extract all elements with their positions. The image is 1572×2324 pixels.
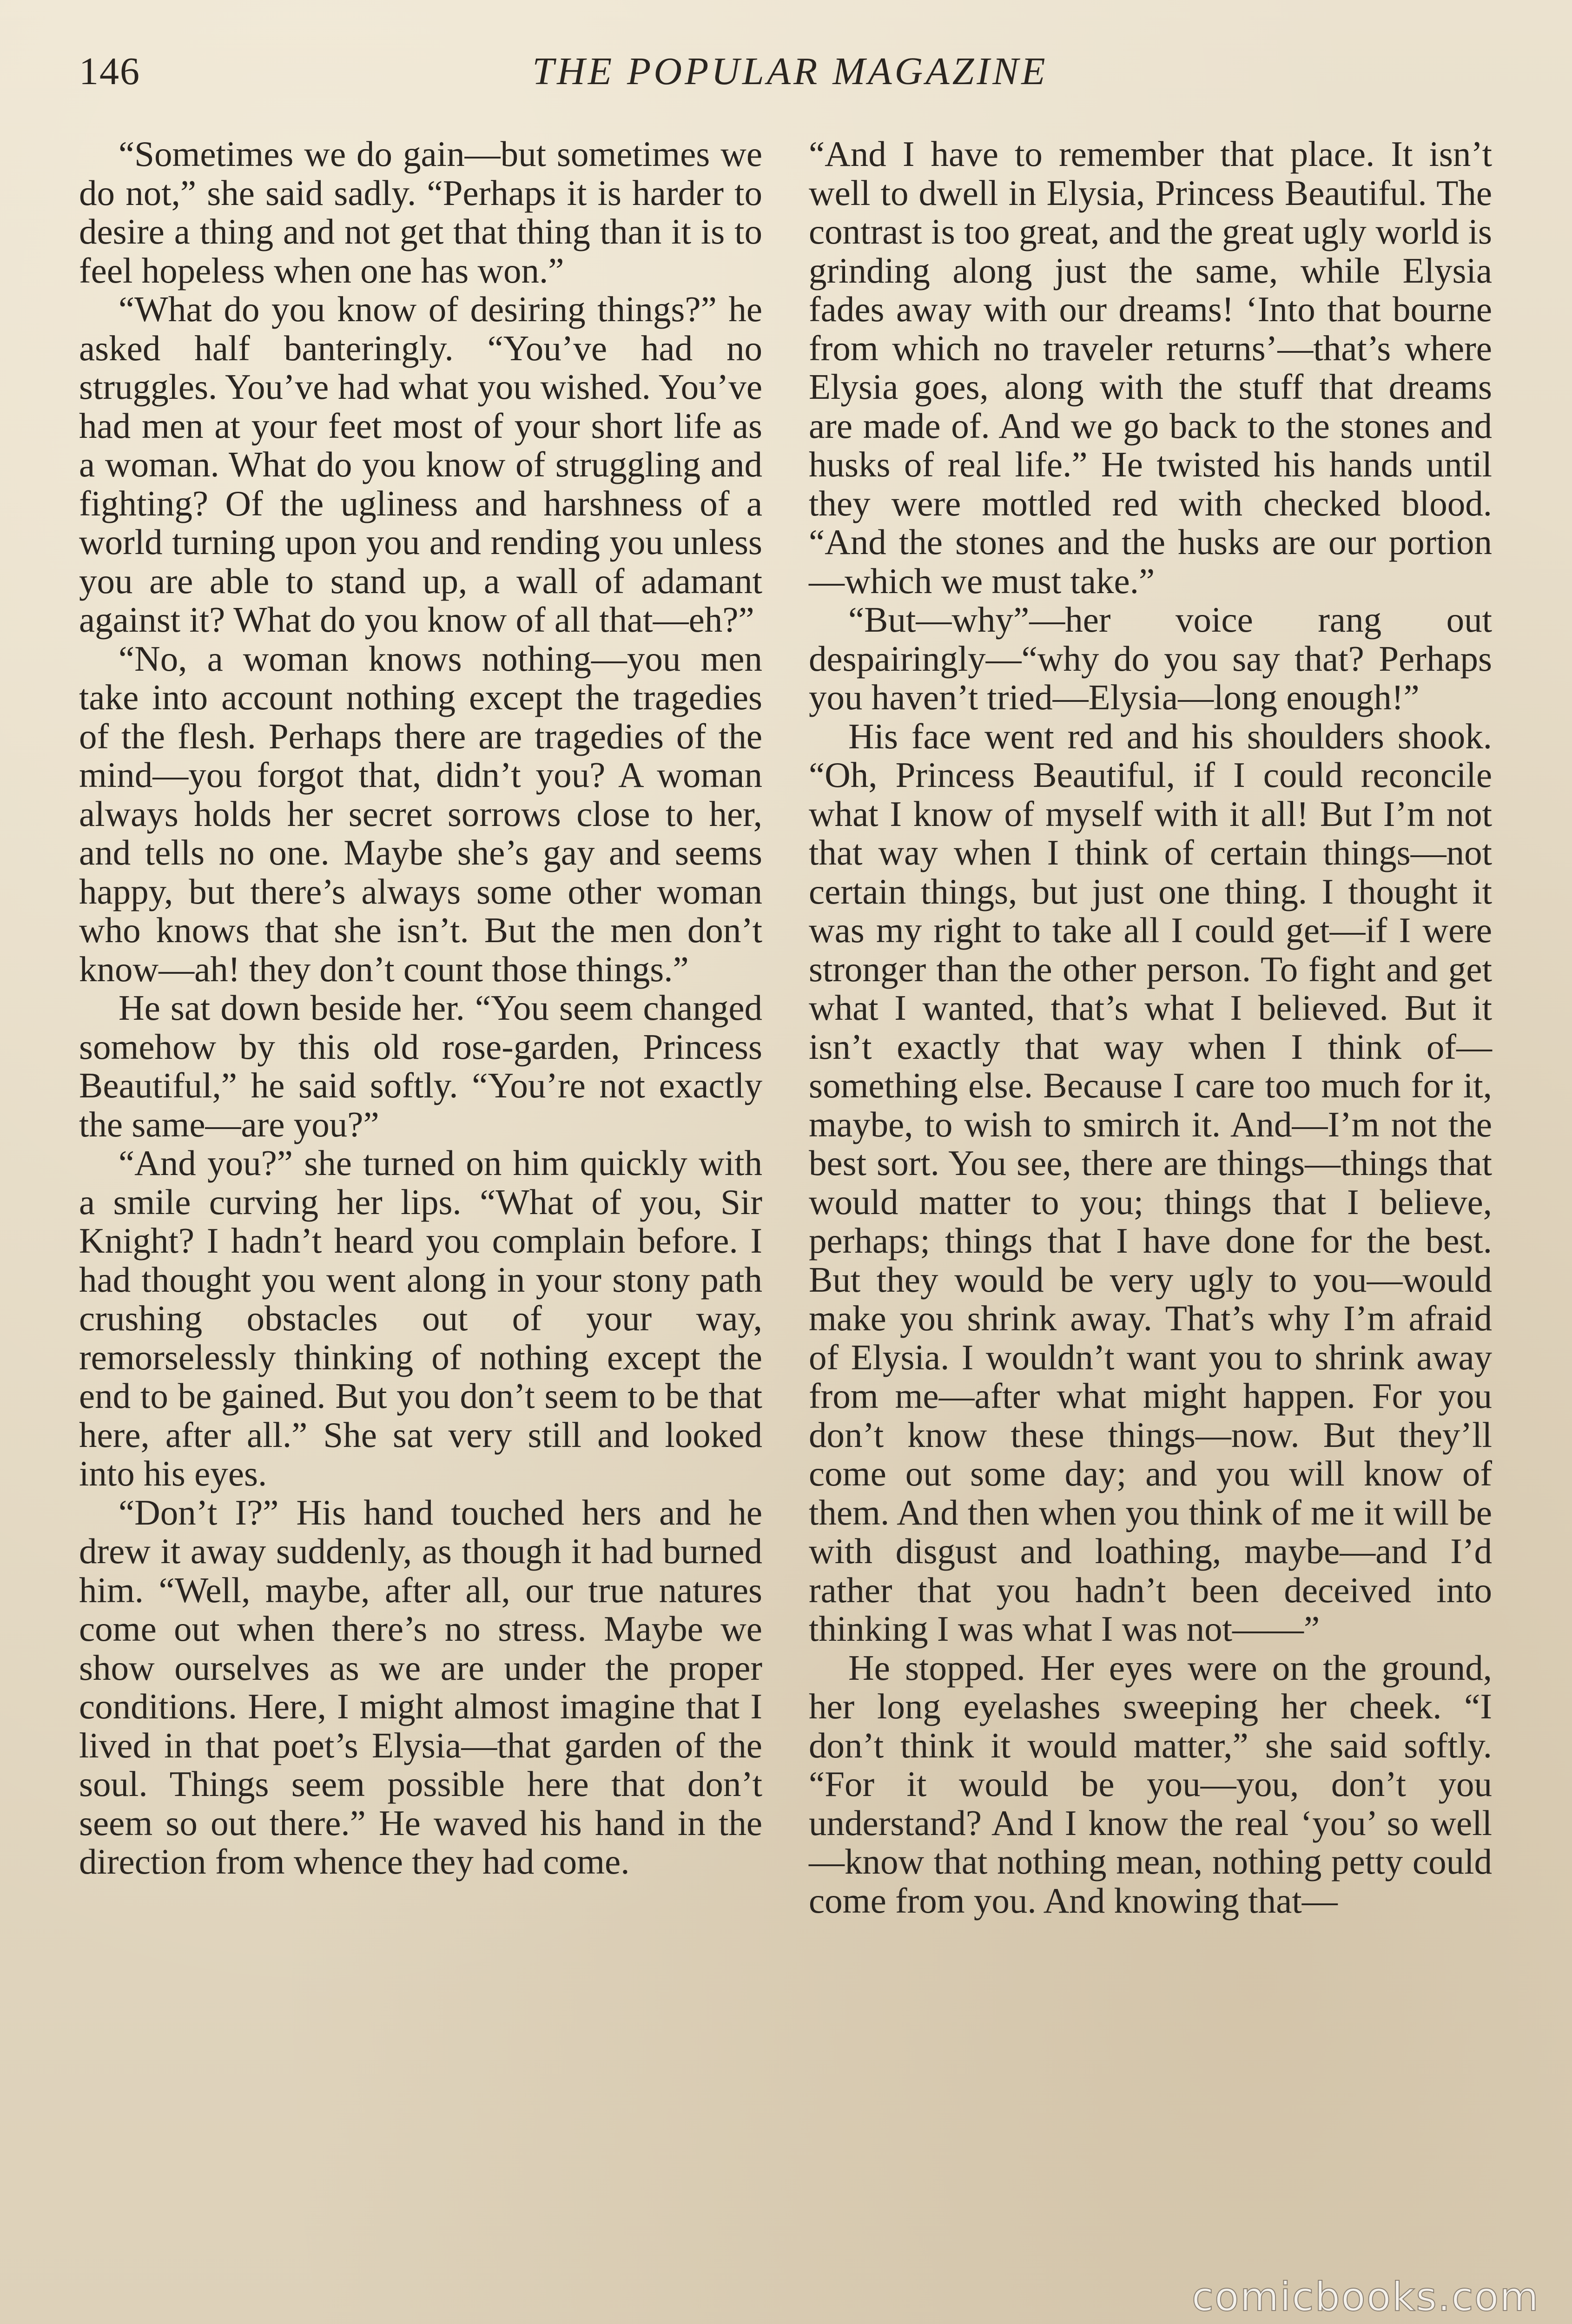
paragraph: He stopped. Her eyes were on the ground, her long eyelashes sweeping her cheek. “I don’t think it would matter,” she said softly. “For it would be you—you, don’t you understand? And I know the real ‘you’ so well—know that nothing mean, nothing petty could come from you. And knowing that—: [809, 1647, 1492, 1921]
right-column: [809, 135, 1492, 1920]
page-number: 146: [79, 50, 140, 93]
paragraph: He sat down beside her. “You seem changed somehow by this old rose-garden, Princess Beautiful,” he said softly. “You’re not exactly the same—are you?”: [79, 988, 762, 1144]
paragraph: “And you?” she turned on him quickly with a smile curving her lips. “What of you, Sir Knight? I hadn’t heard you complain before. I had thought you went along in your stony path crushing obstacles out of your way, remorselessly thinking of nothing except the end to be gained. But you don’t seem to be that here, after all.” She sat very still and looked into his eyes.: [79, 1143, 762, 1493]
paragraph: “But—why”—her voice rang out despairingly—“why do you say that? Perhaps you haven’t tried—Elysia—long enough!”: [809, 600, 1492, 717]
page-header: [79, 44, 1501, 100]
paragraph: His face went red and his shoulders shook. “Oh, Princess Beautiful, if I could reconcile what I know of myself with it all! But I’m not that way when I think of certain things—not certain things, but just one thing. I thought it was my right to take all I could get—if I were stronger than the other person. To fight and get what I wanted, that’s what I believed. But it isn’t exactly that way when I think of—something else. Because I care too much for it, maybe, to wish to smirch it. And—I’m not the best sort. You see, there are things—things that would matter to you; things that I believe, perhaps; things that I have done for the best. But they would be very ugly to you—would make you shrink away. That’s why I’m afraid of Elysia. I wouldn’t want you to shrink away from me—after what might happen. For you don’t know these things—now. But they’ll come out some day; and you will know of them. And then when you think of me it will be with disgust and loathing, maybe—and I’d rather that you hadn’t been deceived into thinking I was what I was not——”: [809, 716, 1492, 1649]
running-title: THE POPULAR MAGAZINE: [532, 50, 1048, 93]
watermark: comicbooks.com: [1191, 2274, 1539, 2320]
paragraph: “No, a woman knows nothing—you men take into account nothing except the tragedies of the flesh. Perhaps there are tragedies of the mind—you forgot that, didn’t you? A woman always holds her secret sorrows close to her, and tells no one. Maybe she’s gay and seems happy, but there’s always some other woman who knows that she isn’t. But the men don’t know—ah! they don’t count those things.”: [79, 638, 762, 989]
paragraph: “And I have to remember that place. It isn’t well to dwell in Elysia, Princess Beautiful. The contrast is too great, and the great ugly world is grinding along just the same, while Elysia fades away with our dreams! ‘Into that bourne from which no traveler returns’—that’s where Elysia goes, along with the stuff that dreams are made of. And we go back to the stones and husks of real life.” He twisted his hands until they were mottled red with checked blood. “And the stones and the husks are our portion—which we must take.”: [809, 134, 1492, 601]
paragraph: “Don’t I?” His hand touched hers and he drew it away suddenly, as though it had burned him. “Well, maybe, after all, our true natures come out when there’s no stress. Maybe we show ourselves as we are under the proper conditions. Here, I might almost imagine that I lived in that poet’s Elysia—that garden of the soul. Things seem possible here that don’t seem so out there.” He waved his hand in the direction from whence they had come.: [79, 1492, 762, 1882]
left-column: [79, 135, 762, 1882]
paragraph: “What do you know of desiring things?” he asked half banteringly. “You’ve had no struggles. You’ve had what you wished. You’ve had men at your feet most of your short life as a woman. What do you know of struggling and fighting? Of the ugliness and harshness of a world turning upon you and rending you unless you are able to stand up, a wall of adamant against it? What do you know of all that—eh?”: [79, 289, 762, 640]
paragraph: “Sometimes we do gain—but sometimes we do not,” she said sadly. “Perhaps it is harder to desire a thing and not get that thing than it is to feel hopeless when one has won.”: [79, 134, 762, 290]
